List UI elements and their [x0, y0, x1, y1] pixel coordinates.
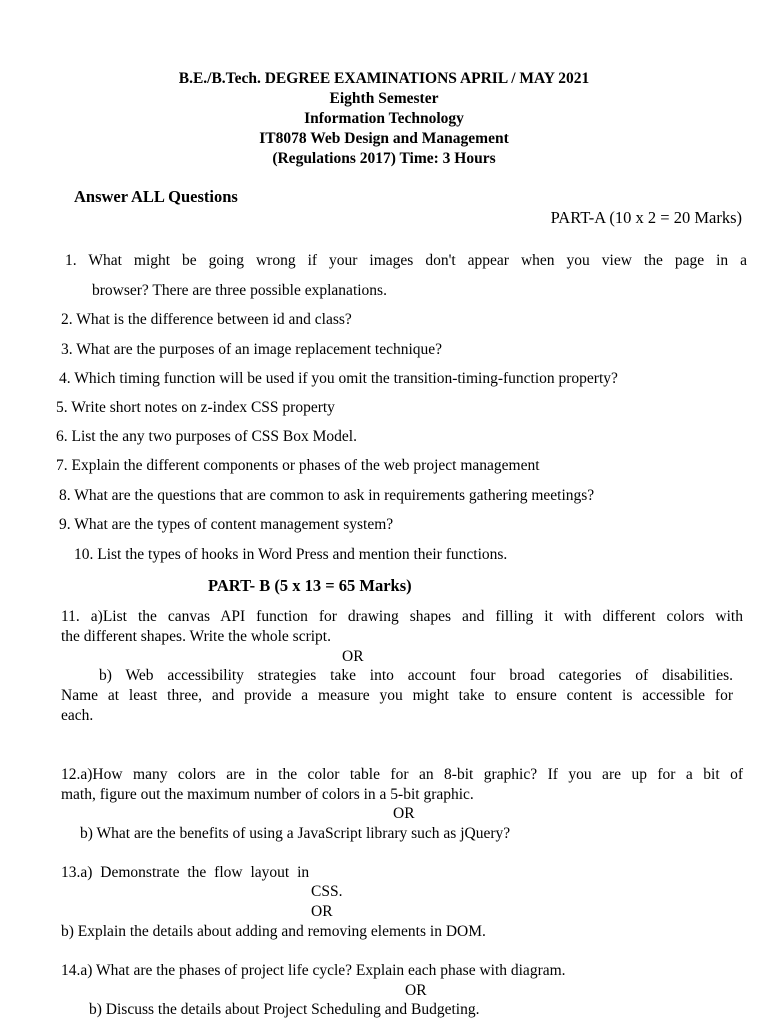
- question-14a: 14.a) What are the phases of project life cycle? Explain each phase with diagram.: [61, 962, 566, 979]
- question-3: 3. What are the purposes of an image replacement technique?: [61, 341, 443, 358]
- question-2: 2. What is the difference between id and class?: [61, 311, 352, 328]
- question-13b: b) Explain the details about adding and removing elements in DOM.: [61, 923, 486, 940]
- question-6: 6. List the any two purposes of CSS Box Model.: [56, 428, 357, 445]
- question-11a-cont: the different shapes. Write the whole script.: [61, 628, 331, 645]
- or-11: OR: [342, 648, 364, 665]
- question-12b: b) What are the benefits of using a JavaScript library such as jQuery?: [80, 825, 511, 842]
- or-12: OR: [393, 805, 415, 822]
- part-b-title: PART- B (5 x 13 = 65 Marks): [208, 576, 412, 595]
- question-14b: b) Discuss the details about Project Scheduling and Budgeting.: [89, 1001, 480, 1018]
- question-12a: 12.a)How many colors are in the color table for an 8-bit graphic? If you are up for a bit of: [61, 766, 743, 783]
- question-12a-cont: math, figure out the maximum number of colors in a 5-bit graphic.: [61, 786, 474, 803]
- part-a-title: PART-A (10 x 2 = 20 Marks): [550, 208, 742, 227]
- question-7: 7. Explain the different components or phases of the web project management: [56, 457, 540, 474]
- question-13a: 13.a) Demonstrate the flow layout in: [61, 864, 310, 881]
- question-1: 1. What might be going wrong if your images don't appear when you view the page in a: [65, 252, 747, 269]
- exam-title: B.E./B.Tech. DEGREE EXAMINATIONS APRIL / MAY 2021: [178, 70, 590, 87]
- question-11b: b) Web accessibility strategies take into account four broad categories of disabilities.: [99, 667, 733, 684]
- semester: Eighth Semester: [329, 90, 439, 107]
- question-5: 5. Write short notes on z-index CSS property: [56, 399, 335, 416]
- course-title: IT8078 Web Design and Management: [259, 130, 509, 147]
- question-10: 10. List the types of hooks in Word Press and mention their functions.: [74, 546, 508, 563]
- or-14: OR: [405, 982, 427, 999]
- regulations-time: (Regulations 2017) Time: 3 Hours: [272, 150, 496, 167]
- department: Information Technology: [304, 110, 464, 127]
- question-11b-end: each.: [61, 707, 94, 724]
- question-4: 4. Which timing function will be used if you omit the transition-timing-function property?: [59, 370, 618, 387]
- question-1-cont: browser? There are three possible explanations.: [92, 282, 387, 299]
- question-9: 9. What are the types of content management system?: [59, 516, 394, 533]
- question-8: 8. What are the questions that are common to ask in requirements gathering meetings?: [59, 487, 595, 504]
- or-13: OR: [311, 903, 333, 920]
- question-11b-cont: Name at least three, and provide a measure you might take to ensure content is accessible for: [61, 687, 733, 704]
- question-11a: 11. a)List the canvas API function for drawing shapes and filling it with different colors with: [61, 608, 743, 625]
- question-13a-cont: CSS.: [311, 883, 343, 900]
- instructions: Answer ALL Questions: [74, 187, 238, 206]
